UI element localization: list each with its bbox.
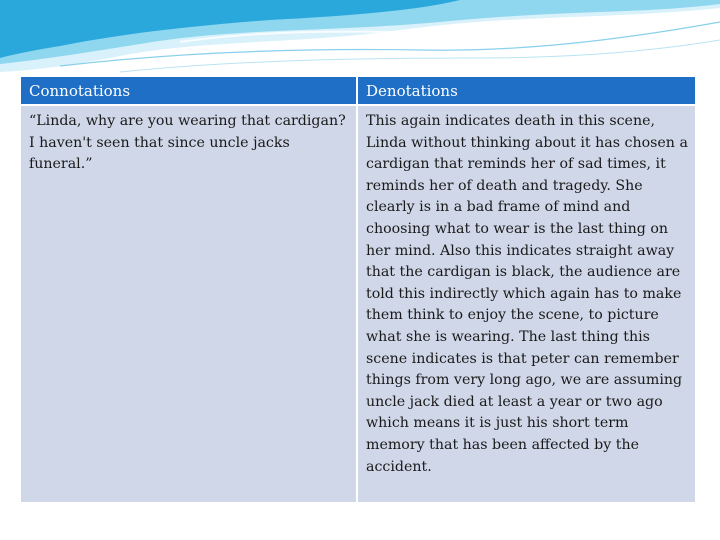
connotation-denotation-table — [19, 77, 697, 504]
quote-cell: “Linda, why are you wearing that cardigan? I haven't seen that since uncle jacks funeral.” — [20, 105, 357, 503]
decorative-wave-banner — [0, 0, 720, 80]
table-row — [20, 105, 696, 503]
table-header-row — [20, 77, 696, 105]
header-denotations: Denotations — [357, 77, 696, 105]
header-connotations: Connotations — [20, 77, 357, 105]
analysis-cell: This again indicates death in this scene, Linda without thinking about it has chosen a cardigan that reminds her of sad times, it reminds her of death and tragedy. She clearly is in a bad frame of mind and choosing what to wear is the last thing on her mind. Also this indicates straight away that the cardigan is black, the audience are told this indirectly which again has to make them think to enjoy the scene, to picture what she is wearing. The last thing this scene indicates is that peter can remember things from very long ago, we are assuming uncle jack died at least a year or two ago which means it is just his short term memory that has been affected by the accident. — [357, 105, 696, 503]
